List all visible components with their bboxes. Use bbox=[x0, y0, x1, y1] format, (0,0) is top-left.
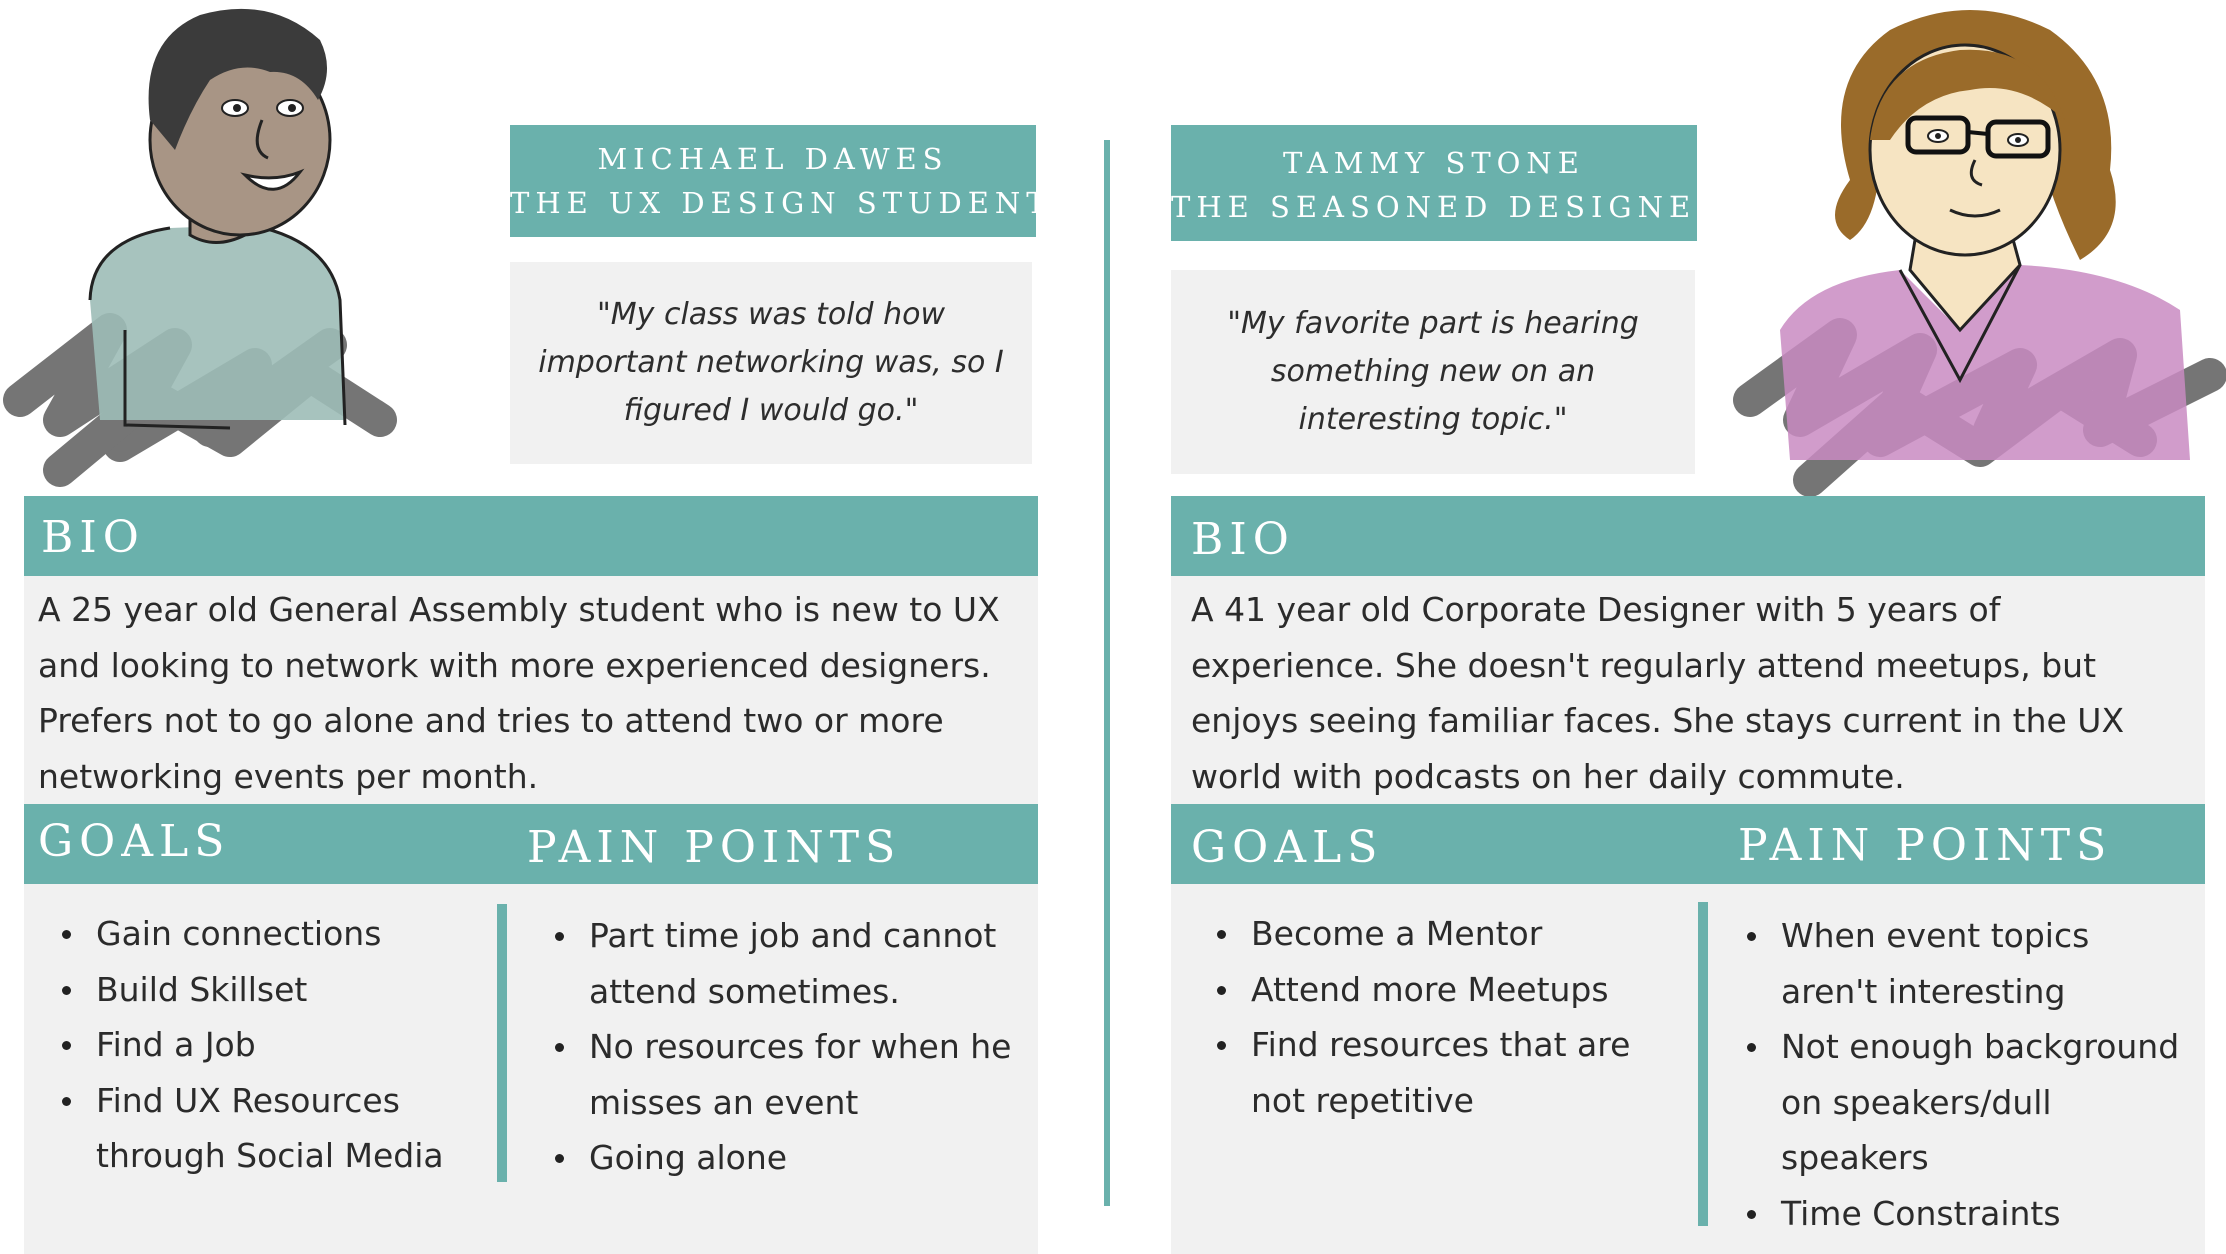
bio-text: A 25 year old General Assembly student who is new to UX and looking to network with more experienced designers. Prefers not to go alone and tries to attend two or more networking events per month. bbox=[38, 590, 1000, 796]
quote-text: "My favorite part is hearing something new on an interesting topic." bbox=[1227, 306, 1639, 437]
persona-role: THE SEASONED DESIGNER bbox=[1171, 190, 1724, 224]
goal-item: Gain connections bbox=[48, 906, 478, 962]
persona-quote-michael bbox=[510, 262, 1032, 464]
persona-title-michael bbox=[510, 125, 1052, 237]
goals-header-michael bbox=[24, 804, 1038, 884]
quote-text: "My class was told how important networking was, so I figured I would go." bbox=[538, 297, 1004, 428]
pain-points-heading: PAIN POINTS bbox=[1738, 820, 2113, 871]
bio-body-michael bbox=[24, 576, 1038, 804]
avatar-michael bbox=[0, 0, 480, 500]
goal-item: Find resources that are not repetitive bbox=[1203, 1017, 1683, 1128]
goals-body-tammy bbox=[1171, 884, 2205, 1254]
pain-points-list-tammy bbox=[1733, 908, 2193, 1241]
pain-point-item: Part time job and cannot attend sometimes. bbox=[541, 908, 1031, 1019]
pain-point-item: Not enough background on speakers/dull speakers bbox=[1733, 1019, 2193, 1186]
bio-body-tammy bbox=[1171, 576, 2205, 804]
bio-text: A 41 year old Corporate Designer with 5 years of experience. She doesn't regularly attend meetups, but enjoys seeing familiar faces. She stays current in the UX world with podcasts on her daily commute. bbox=[1191, 590, 2125, 796]
goals-header-tammy bbox=[1171, 804, 2205, 884]
avatar-tammy bbox=[1720, 0, 2226, 500]
goal-item: Build Skillset bbox=[48, 962, 478, 1018]
pain-point-item: Going alone bbox=[541, 1130, 1031, 1186]
goals-body-michael bbox=[24, 884, 1038, 1254]
goal-item: Find UX Resources through Social Media bbox=[48, 1073, 478, 1184]
bio-heading: BIO bbox=[1191, 514, 1295, 565]
persona-title-tammy bbox=[1171, 125, 1724, 241]
bio-header-tammy bbox=[1171, 496, 2205, 576]
bio-heading: BIO bbox=[41, 512, 145, 563]
goal-item: Attend more Meetups bbox=[1203, 962, 1683, 1018]
pain-points-divider bbox=[497, 904, 507, 1182]
pain-points-heading: PAIN POINTS bbox=[527, 822, 902, 873]
pain-points-divider bbox=[1698, 902, 1708, 1226]
bio-header-michael bbox=[24, 496, 1038, 576]
goals-heading: GOALS bbox=[38, 816, 231, 867]
pain-points-list-michael bbox=[541, 908, 1031, 1186]
persona-name: MICHAEL DAWES bbox=[597, 142, 949, 176]
persona-role: THE UX DESIGN STUDENT bbox=[510, 186, 1052, 220]
center-divider bbox=[1104, 140, 1110, 1206]
persona-quote-tammy bbox=[1171, 270, 1695, 474]
pain-point-item: When event topics aren't interesting bbox=[1733, 908, 2193, 1019]
persona-name: TAMMY STONE bbox=[1283, 146, 1585, 180]
goals-list-tammy bbox=[1203, 906, 1683, 1128]
goal-item: Become a Mentor bbox=[1203, 906, 1683, 962]
goal-item: Find a Job bbox=[48, 1017, 478, 1073]
pain-point-item: No resources for when he misses an event bbox=[541, 1019, 1031, 1130]
pain-point-item: Time Constraints bbox=[1733, 1186, 2193, 1242]
goals-heading: GOALS bbox=[1191, 822, 1384, 873]
goals-list-michael bbox=[48, 906, 478, 1184]
